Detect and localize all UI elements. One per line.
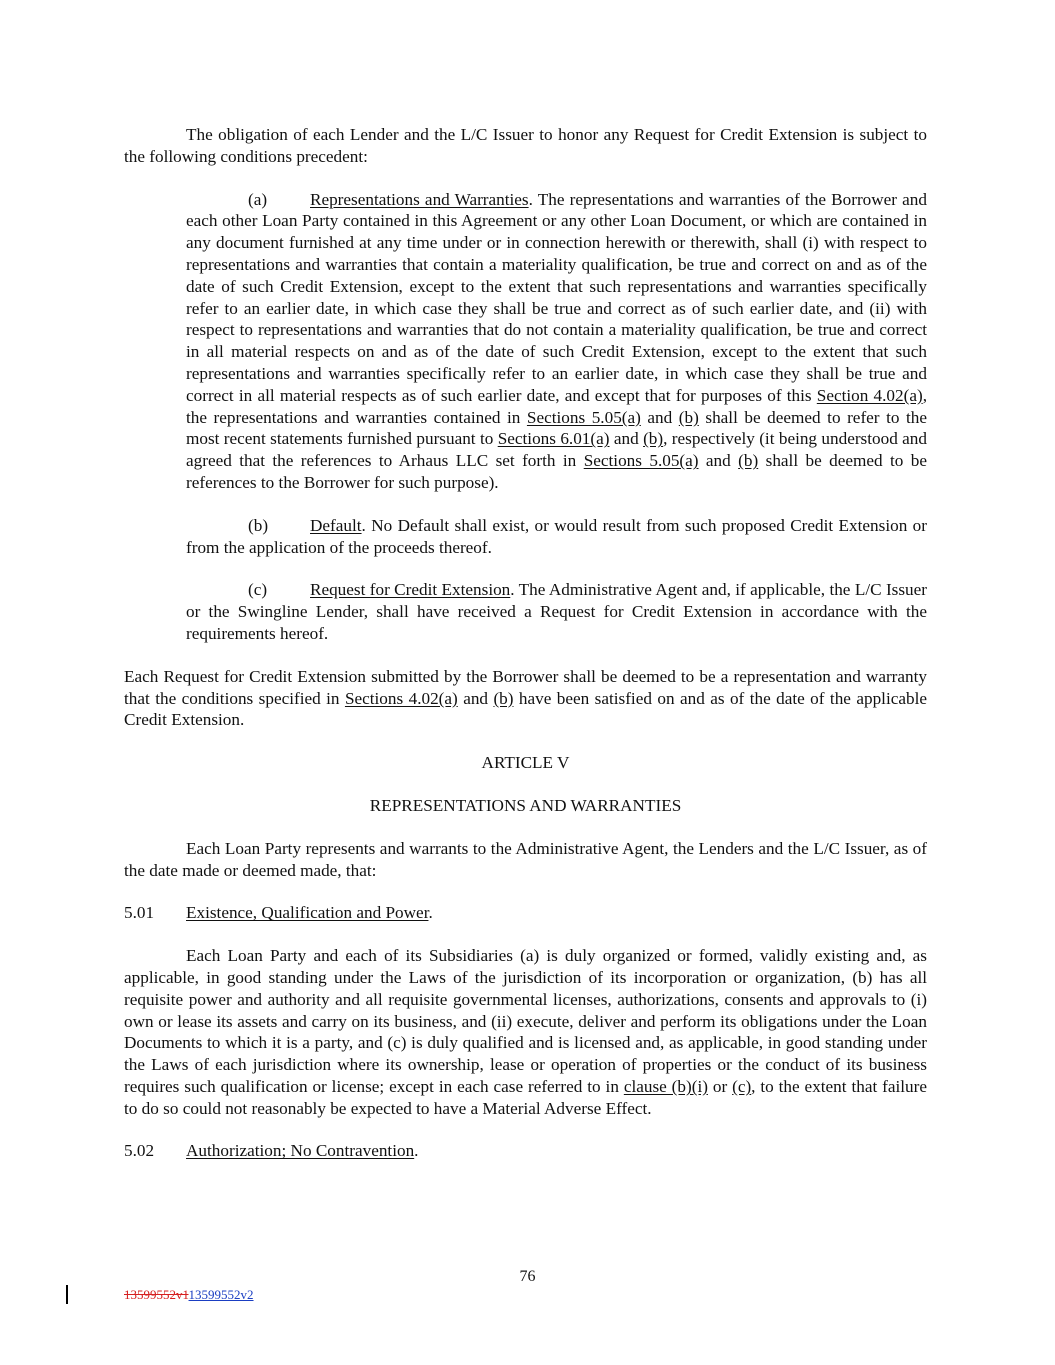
page-number: 76 — [519, 1268, 536, 1285]
section-5-01-text-3: , to the extent that failure to do so could not reasonably be expected to have a Material Adverse Effect. — [124, 1076, 927, 1118]
condition-a-title: Representations and Warranties — [310, 189, 529, 209]
cross-ref-b: (b) — [643, 429, 664, 449]
condition-a-text-3: and — [640, 407, 679, 427]
cross-ref-section-5-05a: Sections 5.05(a) — [526, 407, 641, 427]
intro-paragraph: The obligation of each Lender and the L/C Issuer to honor any Request for Credit Extension is subject to the following conditions precedent: — [124, 125, 927, 166]
cross-ref-b: (b) — [493, 688, 514, 708]
section-5-02-period: . — [414, 1141, 419, 1161]
closing-text-2: and — [457, 688, 494, 708]
document-id — [124, 1287, 254, 1303]
section-5-01-number: 5.01 — [124, 903, 155, 923]
condition-a-text-1: . The representations and warranties of the Borrower and each other Loan Party contained in this Agreement or any other Loan Document, or which are contained in any document furnished at any time under or in connection herewith or therewith, shall (i) with respect to representations and warranties that contain a materiality qualification, be true and correct on and as of the date of such Credit Extension, except to the extent that such representations and warranties specifically refer to an earlier date, in which case they shall be true and correct as of such earlier date, and (ii) with respect to representations and warranties that do not contain a materiality qualification, be true and correct in all material respects on and as of the date of such Credit Extension, except to the extent that such representations and warranties specifically refer to an earlier date, in which case they shall be true and correct in all material respects as of such earlier date, and except that for purposes of this — [186, 189, 927, 405]
document-id-old: 13599552v1 — [124, 1287, 189, 1302]
section-5-02-number: 5.02 — [124, 1141, 155, 1161]
cross-ref-section-4-02a: Section 4.02(a) — [816, 385, 923, 405]
closing-text-1: Each Request for Credit Extension submitted by the Borrower shall be deemed to be a representation and warranty that the conditions specified in — [124, 666, 927, 708]
condition-b — [186, 515, 927, 559]
cross-ref-b: (b) — [678, 407, 699, 427]
article-intro: Each Loan Party represents and warrants to the Administrative Agent, the Lenders and the L/C Issuer, as of the date made or deemed made, that: — [124, 838, 927, 880]
section-5-01-title: Existence, Qualification and Power — [186, 903, 429, 923]
cross-ref-clause-b-i: clause (b)(i) — [623, 1076, 708, 1096]
closing-paragraph — [124, 666, 927, 731]
section-5-02-title: Authorization; No Contravention — [186, 1141, 415, 1161]
condition-a-text-7: and — [698, 451, 739, 471]
section-5-01-period: . — [428, 903, 433, 923]
condition-c — [186, 579, 927, 644]
condition-c-text: . The Administrative Agent and, if applicable, the L/C Issuer or the Swingline Lender, shall have received a Request for Credit Extension in accordance with the requirements hereof. — [186, 580, 927, 643]
condition-a-text-6: , respectively (it being understood and agreed that the references to Arhaus LLC set forth in — [186, 429, 927, 471]
section-5-01-text-1: Each Loan Party and each of its Subsidiaries (a) is duly organized or formed, validly existing and, as applicable, in good standing under the Laws of the jurisdiction of its incorporation or organization, (b) has all requisite power and authority and all requisite governmental licenses, authorizations, consents and approvals to (i) own or lease its assets and carry on its business, and (ii) execute, deliver and perform its obligations under the Loan Documents to which it is a party, and (c) is duly qualified and is licensed and, as applicable, in good standing under the Laws of each jurisdiction where its ownership, lease or operation of properties or the conduct of its business requires such qualification or license; except in each case referred to in — [124, 946, 927, 1096]
document-id-new: 13599552v2 — [188, 1287, 254, 1302]
condition-a-text-5: and — [609, 429, 644, 449]
cross-ref-section-4-02a: Sections 4.02(a) — [344, 688, 458, 708]
cross-ref-section-6-01a: Sections 6.01(a) — [497, 429, 610, 449]
cross-ref-c: (c) — [732, 1076, 752, 1096]
revision-change-bar — [66, 1285, 68, 1304]
cross-ref-section-5-05a: Sections 5.05(a) — [583, 451, 699, 471]
condition-c-title: Request for Credit Extension — [310, 580, 511, 600]
closing-text-3: have been satisfied on and as of the date of the applicable Credit Extension. — [124, 688, 927, 730]
condition-a-text-4: shall be deemed to refer to the most recent statements furnished pursuant to — [186, 407, 927, 449]
condition-b-text: . No Default shall exist, or would result from such proposed Credit Extension or from the application of the proceeds thereof. — [186, 515, 927, 557]
condition-a-text-8: shall be deemed to be references to the Borrower for such purpose). — [186, 451, 928, 492]
article-title: REPRESENTATIONS AND WARRANTIES — [369, 795, 682, 815]
cross-ref-b: (b) — [738, 451, 759, 471]
condition-a — [186, 189, 927, 494]
condition-a-text-2: , the representations and warranties contained in — [186, 385, 927, 427]
article-number: ARTICLE V — [481, 753, 570, 773]
section-5-01-heading — [124, 902, 927, 924]
section-5-02-heading — [124, 1140, 927, 1162]
condition-b-title: Default — [310, 515, 362, 535]
section-5-01-body — [124, 945, 927, 1119]
condition-c-label: (c) — [248, 580, 268, 600]
condition-b-label: (b) — [248, 515, 269, 535]
section-5-01-text-2: or — [707, 1076, 733, 1096]
document-page — [124, 124, 927, 1183]
condition-a-label: (a) — [248, 189, 268, 209]
